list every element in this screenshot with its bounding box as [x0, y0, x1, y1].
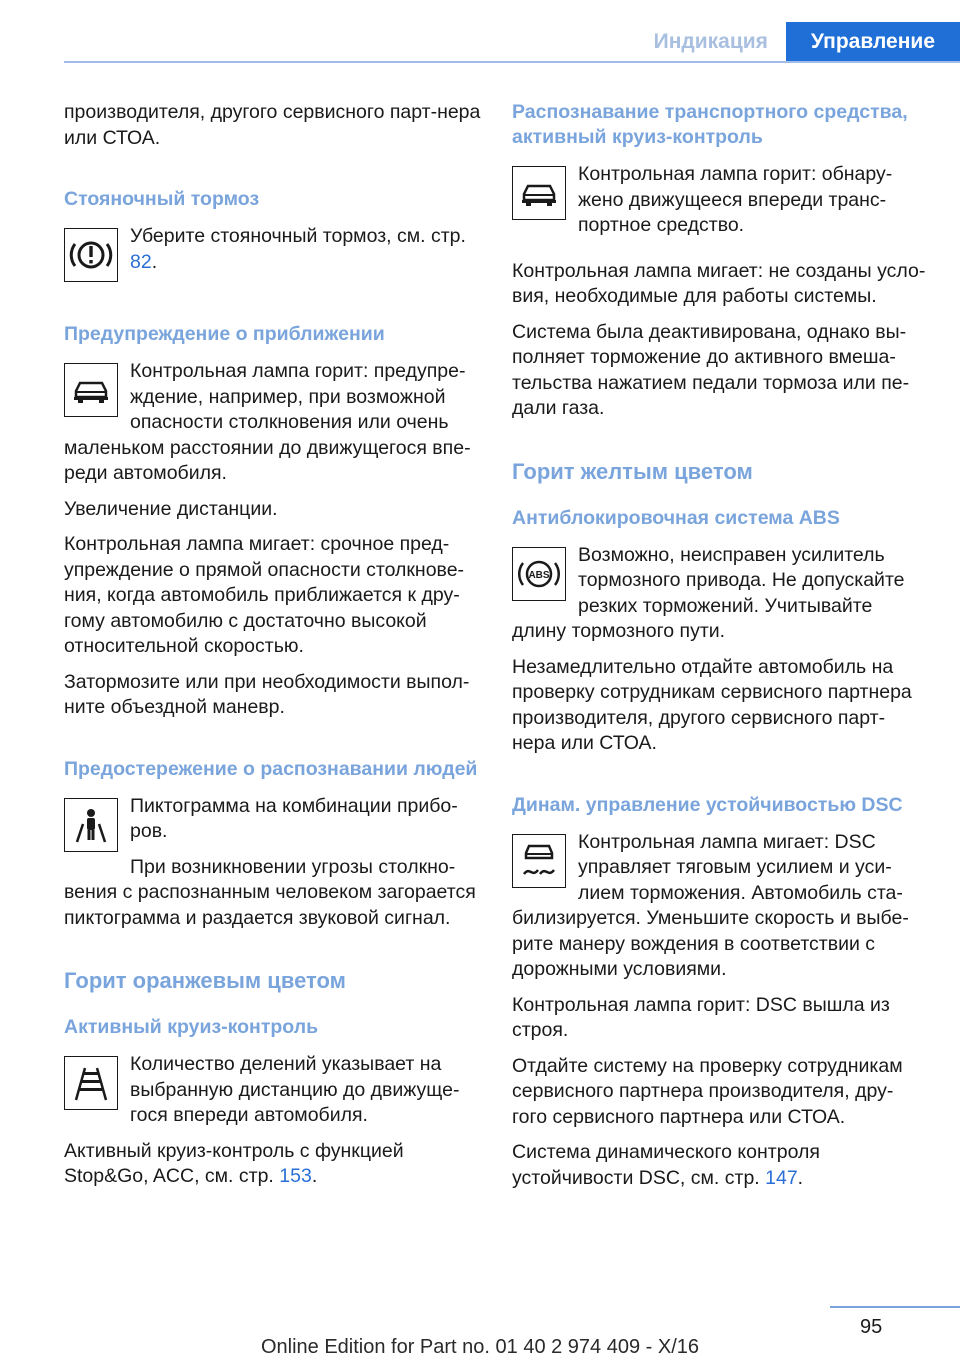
dsc-entry	[512, 830, 926, 983]
dsc-text-2: Контрольная лампа горит: DSC вышла из строя.	[512, 993, 890, 1041]
vehicle-detection-entry	[512, 162, 926, 249]
footer-edition: Online Edition for Part no. 01 40 2 974 409 - X/16	[260, 1336, 700, 1358]
abs-text-2: Незамедлительно отдайте автомобиль на проверку сотрудникам сервисного партнера производителя, другого сервисного парт-нера или СТОА.	[512, 655, 912, 754]
abs-entry	[512, 543, 926, 645]
abs-icon	[512, 547, 566, 601]
yellow-section-heading: Горит желтым цветом	[512, 458, 753, 484]
dsc-text-4	[512, 1140, 926, 1191]
vehicle-detection-text-1: Контрольная лампа горит: обнару-жено движущееся впереди транс-портное средство.	[578, 163, 893, 236]
distance-bars-icon	[64, 1056, 118, 1110]
acc-text-1: Количество делений указывает на выбранную дистанцию до движуще-гося впереди автомобиля.	[130, 1053, 460, 1126]
dsc-heading: Динам. управление устойчивостью DSC	[512, 793, 903, 816]
car-front-icon	[512, 166, 566, 220]
car-front-icon	[64, 363, 118, 417]
vehicle-detection-text-2: Контрольная лампа мигает: не созданы усло-вия, необходимые для работы системы.	[512, 259, 926, 307]
proximity-warning-text-4: Затормозите или при необходимости выпол-ните объездной маневр.	[64, 670, 470, 718]
abs-text-1: Возможно, неисправен усилитель тормозного привода. Не допускайте резких торможений. Учитывайте длину тормозного пути.	[512, 543, 905, 642]
dsc-text-4-end: .	[797, 1166, 804, 1189]
header-tabs	[636, 22, 960, 62]
right-column	[512, 100, 926, 1201]
acc-text-2-main: Активный круиз-контроль с функцией Stop&Go, ACC, см. стр.	[64, 1139, 404, 1187]
abs-heading: Антиблокировочная система ABS	[512, 506, 840, 529]
acc-text-2-end: .	[311, 1165, 318, 1187]
dsc-text-4-main: Система динамического контроля устойчивости DSC, см. стр.	[512, 1141, 820, 1189]
abs-icon-label: ABS	[528, 569, 550, 581]
dsc-text-1: Контрольная лампа мигает: DSC управляет тяговым усилием и уси-лием торможения. Автомобиль ста-билизируется. Уменьшите скорость и выбе-рите манеру вождения в соответствии с дорожными условиями.	[512, 830, 909, 980]
acc-entry	[64, 1052, 484, 1129]
pedestrian-warning-entry	[64, 794, 484, 932]
page-link-153[interactable]: 153	[279, 1165, 312, 1187]
proximity-warning-entry	[64, 359, 484, 487]
acc-heading: Активный круиз-контроль	[64, 1016, 319, 1038]
dsc-skid-icon	[512, 834, 566, 888]
parking-brake-text-end: .	[151, 250, 158, 273]
pedestrian-warning-heading: Предостережение о распознавании людей	[64, 757, 478, 780]
proximity-warning-text-3: Контрольная лампа мигает: срочное пред-упреждение о прямой опасности столкнове-ния, когда автомобиль приближается к дру-гому автомобилю с достаточно высокой относительной скоростью.	[64, 533, 465, 657]
parking-brake-heading: Стояночный тормоз	[64, 188, 260, 210]
tab-indication[interactable]: Индикация	[636, 22, 786, 62]
parking-brake-text-main: Уберите стояночный тормоз, см. стр.	[130, 225, 466, 247]
page-link-147[interactable]: 147	[765, 1166, 798, 1189]
tab-control[interactable]: Управление	[786, 22, 960, 62]
intro-paragraph: производителя, другого сервисного парт-нера или СТОА.	[64, 101, 481, 149]
parking-brake-text	[64, 224, 484, 275]
proximity-warning-text-2: Увеличение дистанции.	[64, 497, 278, 520]
parking-brake-warning-icon	[64, 228, 118, 282]
page-number: 95	[860, 1316, 883, 1338]
header-divider	[64, 61, 960, 63]
orange-section-heading: Горит оранжевым цветом	[64, 968, 346, 993]
acc-text-2	[64, 1139, 484, 1190]
pedestrian-warning-icon	[64, 798, 118, 852]
page-number-rule	[830, 1306, 960, 1308]
left-column	[64, 100, 484, 1200]
page-link-82[interactable]: 82	[130, 250, 152, 273]
dsc-text-3: Отдайте систему на проверку сотрудникам сервисного партнера производителя, дру-гого сервисного партнера или СТОА.	[512, 1054, 903, 1128]
pedestrian-warning-text-1: Пиктограмма на комбинации прибо-ров.	[130, 794, 458, 842]
proximity-warning-text-1: Контрольная лампа горит: предупре-ждение, например, при возможной опасности столкновения или очень маленьком расстоянии до движущегося впе-реди автомобиля.	[64, 360, 471, 484]
vehicle-detection-text-3: Система была деактивирована, однако вы-полняет торможение до активного вмеша-тельства нажатием педали тормоза или пе-дали газа.	[512, 320, 910, 419]
parking-brake-entry	[64, 224, 484, 286]
proximity-warning-heading: Предупреждение о приближении	[64, 323, 385, 345]
vehicle-detection-heading: Распознавание транспортного средства, активный круиз-контроль	[512, 101, 908, 148]
pedestrian-warning-text-2: При возникновении угрозы столкно-вения с распознанным человеком загорается пиктограмма и раздается звуковой сигнал.	[64, 855, 476, 929]
